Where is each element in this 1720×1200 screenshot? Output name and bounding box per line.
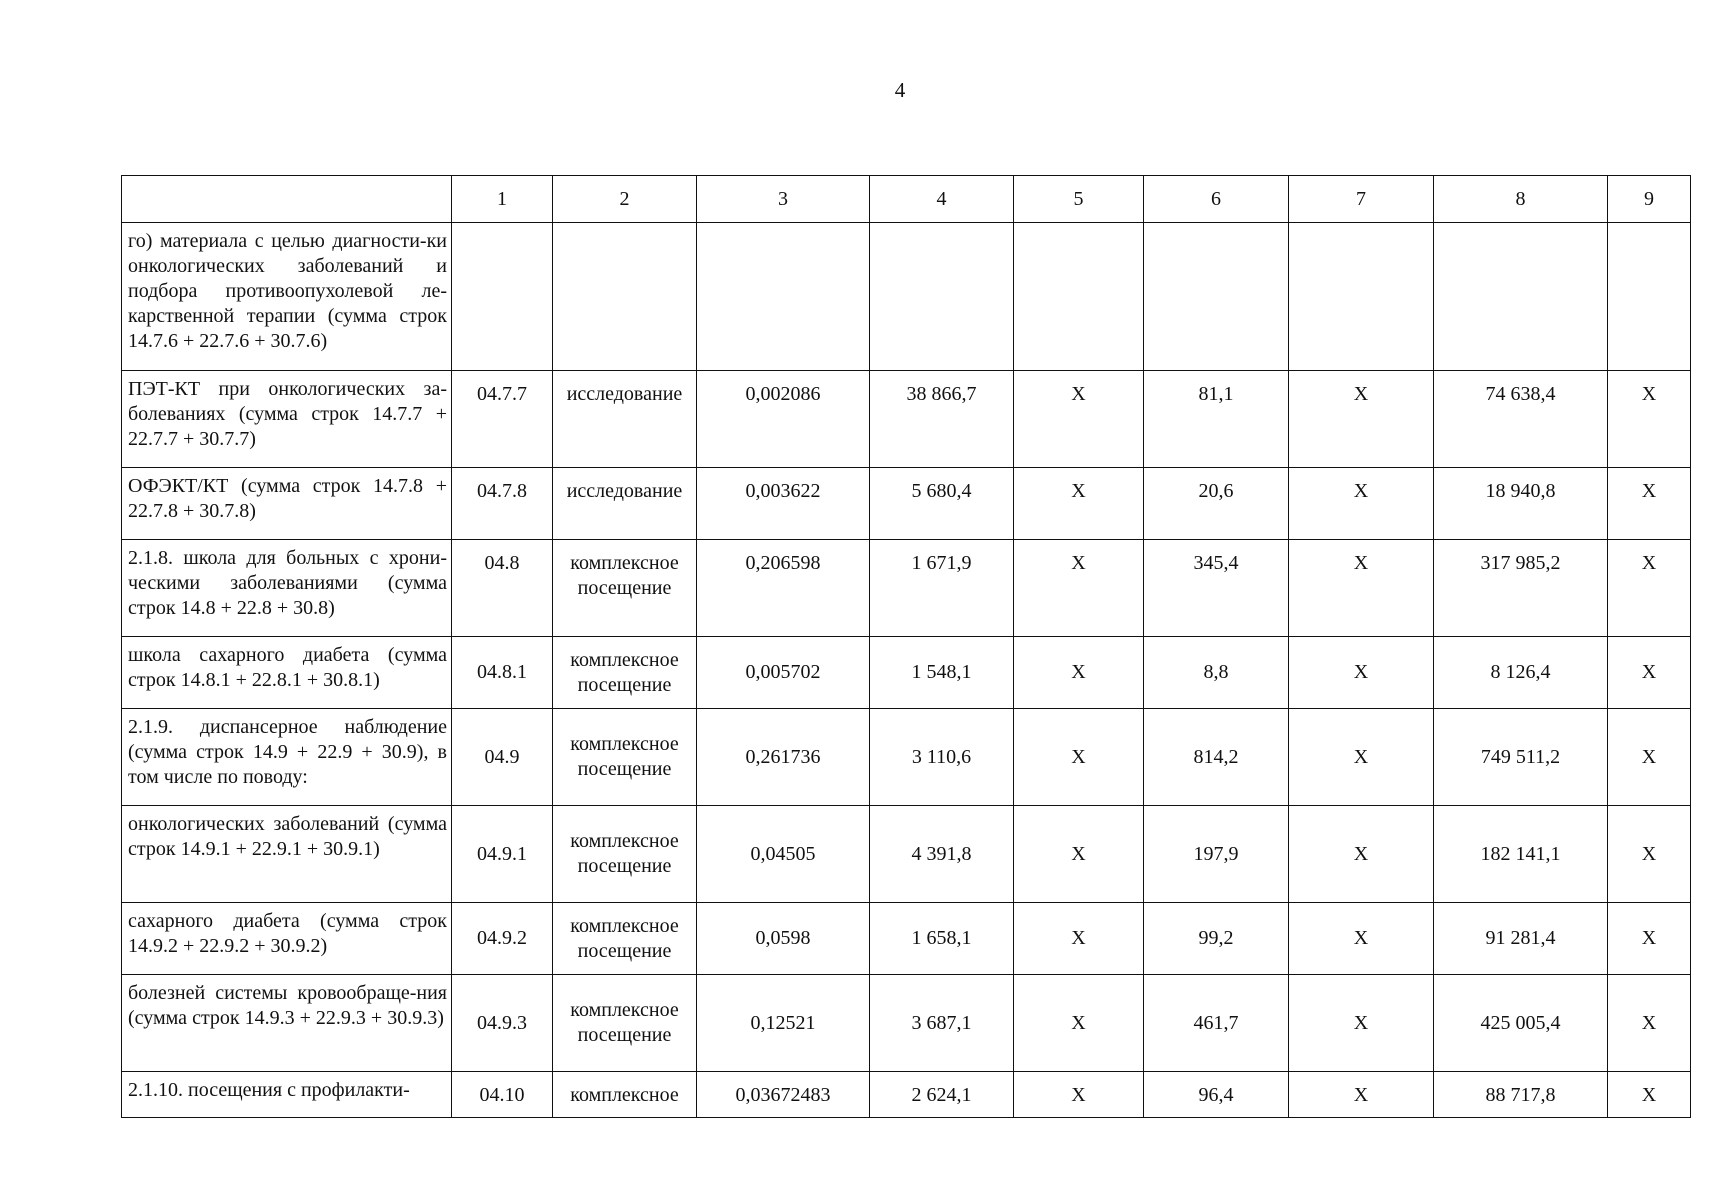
table-row [122,1072,1691,1118]
row-description: сахарного диабета (сумма строк 14.9.2 + 22.9.2 + 30.9.2) [122,903,452,975]
row-col8: 182 141,1 [1434,806,1608,903]
table-row [122,468,1691,540]
table-row [122,371,1691,468]
row-unit: исследование [553,371,697,468]
row-code: 04.8.1 [452,637,553,709]
row-col7: X [1289,806,1434,903]
row-unit: комплексное посещение [553,709,697,806]
row-col3: 0,04505 [697,806,870,903]
row-col8: 74 638,4 [1434,371,1608,468]
row-col7: X [1289,540,1434,637]
row-code [452,223,553,371]
header-cell: 2 [553,176,697,223]
row-unit: комплексное посещение [553,903,697,975]
row-col6 [1144,223,1289,371]
row-description: школа сахарного диабета (сумма строк 14.8.1 + 22.8.1 + 30.8.1) [122,637,452,709]
row-unit: комплексное посещение [553,806,697,903]
row-col4: 3 687,1 [870,975,1014,1072]
row-col7: X [1289,637,1434,709]
row-col8 [1434,223,1608,371]
table-row [122,806,1691,903]
table-row [122,540,1691,637]
row-col8: 91 281,4 [1434,903,1608,975]
row-col4: 1 658,1 [870,903,1014,975]
row-col3: 0,0598 [697,903,870,975]
row-col5: X [1014,975,1144,1072]
row-col6: 461,7 [1144,975,1289,1072]
table-row [122,223,1691,371]
row-col4: 38 866,7 [870,371,1014,468]
row-col6: 8,8 [1144,637,1289,709]
header-cell: 8 [1434,176,1608,223]
row-col5: X [1014,637,1144,709]
row-col5: X [1014,371,1144,468]
row-description: 2.1.8. школа для больных с хрони-ческими заболеваниями (сумма строк 14.8 + 22.8 + 30.8) [122,540,452,637]
row-code: 04.9.3 [452,975,553,1072]
row-col6: 20,6 [1144,468,1289,540]
row-col7: X [1289,371,1434,468]
row-col8: 88 717,8 [1434,1072,1608,1118]
row-description: ПЭТ-КТ при онкологических за-болеваниях (сумма строк 14.7.7 + 22.7.7 + 30.7.7) [122,371,452,468]
row-description: го) материала с целью диагности-ки онкологических заболеваний и подбора противоопухолевой ле-карственной терапии (сумма строк 14.7.6 + 22.7.6 + 30.7.6) [122,223,452,371]
row-col5: X [1014,468,1144,540]
row-col3: 0,261736 [697,709,870,806]
row-col6: 96,4 [1144,1072,1289,1118]
row-unit: исследование [553,468,697,540]
row-col8: 18 940,8 [1434,468,1608,540]
row-col9: X [1608,806,1691,903]
row-col9: X [1608,540,1691,637]
row-unit: комплексное посещение [553,540,697,637]
row-unit: комплексное посещение [553,975,697,1072]
row-col3: 0,206598 [697,540,870,637]
row-col9: X [1608,637,1691,709]
row-description: 2.1.10. посещения с профилакти- [122,1072,452,1118]
row-col4: 1 671,9 [870,540,1014,637]
row-code: 04.8 [452,540,553,637]
row-col5: X [1014,540,1144,637]
row-unit: комплексное посещение [553,637,697,709]
row-col6: 99,2 [1144,903,1289,975]
row-col9: X [1608,903,1691,975]
table-body [122,176,1691,1118]
row-col3: 0,12521 [697,975,870,1072]
row-code: 04.9.1 [452,806,553,903]
table-row [122,637,1691,709]
row-code: 04.9 [452,709,553,806]
row-col7: X [1289,975,1434,1072]
header-cell: 5 [1014,176,1144,223]
row-col9: X [1608,371,1691,468]
row-col3: 0,003622 [697,468,870,540]
row-col9 [1608,223,1691,371]
row-col7: X [1289,903,1434,975]
row-col4 [870,223,1014,371]
row-col8: 8 126,4 [1434,637,1608,709]
row-col4: 2 624,1 [870,1072,1014,1118]
row-col8: 425 005,4 [1434,975,1608,1072]
row-description: ОФЭКТ/КТ (сумма строк 14.7.8 + 22.7.8 + 30.7.8) [122,468,452,540]
row-col5: X [1014,709,1144,806]
row-col6: 197,9 [1144,806,1289,903]
row-col3: 0,002086 [697,371,870,468]
row-code: 04.9.2 [452,903,553,975]
header-cell: 4 [870,176,1014,223]
row-col9: X [1608,1072,1691,1118]
row-col3: 0,005702 [697,637,870,709]
row-col7: X [1289,709,1434,806]
header-cell: 7 [1289,176,1434,223]
row-description: 2.1.9. диспансерное наблюдение (сумма строк 14.9 + 22.9 + 30.9), в том числе по поводу: [122,709,452,806]
row-col4: 4 391,8 [870,806,1014,903]
table-row [122,903,1691,975]
row-col6: 814,2 [1144,709,1289,806]
header-cell: 9 [1608,176,1691,223]
table-row [122,709,1691,806]
table-row [122,975,1691,1072]
header-cell [122,176,452,223]
row-col7: X [1289,1072,1434,1118]
header-row [122,176,1691,223]
row-code: 04.7.7 [452,371,553,468]
row-col5 [1014,223,1144,371]
row-col9: X [1608,975,1691,1072]
row-col8: 749 511,2 [1434,709,1608,806]
row-col9: X [1608,468,1691,540]
row-col4: 1 548,1 [870,637,1014,709]
row-code: 04.7.8 [452,468,553,540]
row-col9: X [1608,709,1691,806]
row-col7: X [1289,468,1434,540]
row-col4: 3 110,6 [870,709,1014,806]
row-code: 04.10 [452,1072,553,1118]
row-col3 [697,223,870,371]
row-col4: 5 680,4 [870,468,1014,540]
row-col7 [1289,223,1434,371]
header-cell: 1 [452,176,553,223]
row-col5: X [1014,806,1144,903]
page-number: 4 [894,78,906,102]
row-col5: X [1014,903,1144,975]
row-unit [553,223,697,371]
header-cell: 3 [697,176,870,223]
row-col5: X [1014,1072,1144,1118]
data-table [121,175,1691,1118]
row-col6: 81,1 [1144,371,1289,468]
row-description: болезней системы кровообраще-ния (сумма строк 14.9.3 + 22.9.3 + 30.9.3) [122,975,452,1072]
row-col6: 345,4 [1144,540,1289,637]
row-description: онкологических заболеваний (сумма строк 14.9.1 + 22.9.1 + 30.9.1) [122,806,452,903]
row-unit: комплексное [553,1072,697,1118]
header-cell: 6 [1144,176,1289,223]
row-col8: 317 985,2 [1434,540,1608,637]
row-col3: 0,03672483 [697,1072,870,1118]
